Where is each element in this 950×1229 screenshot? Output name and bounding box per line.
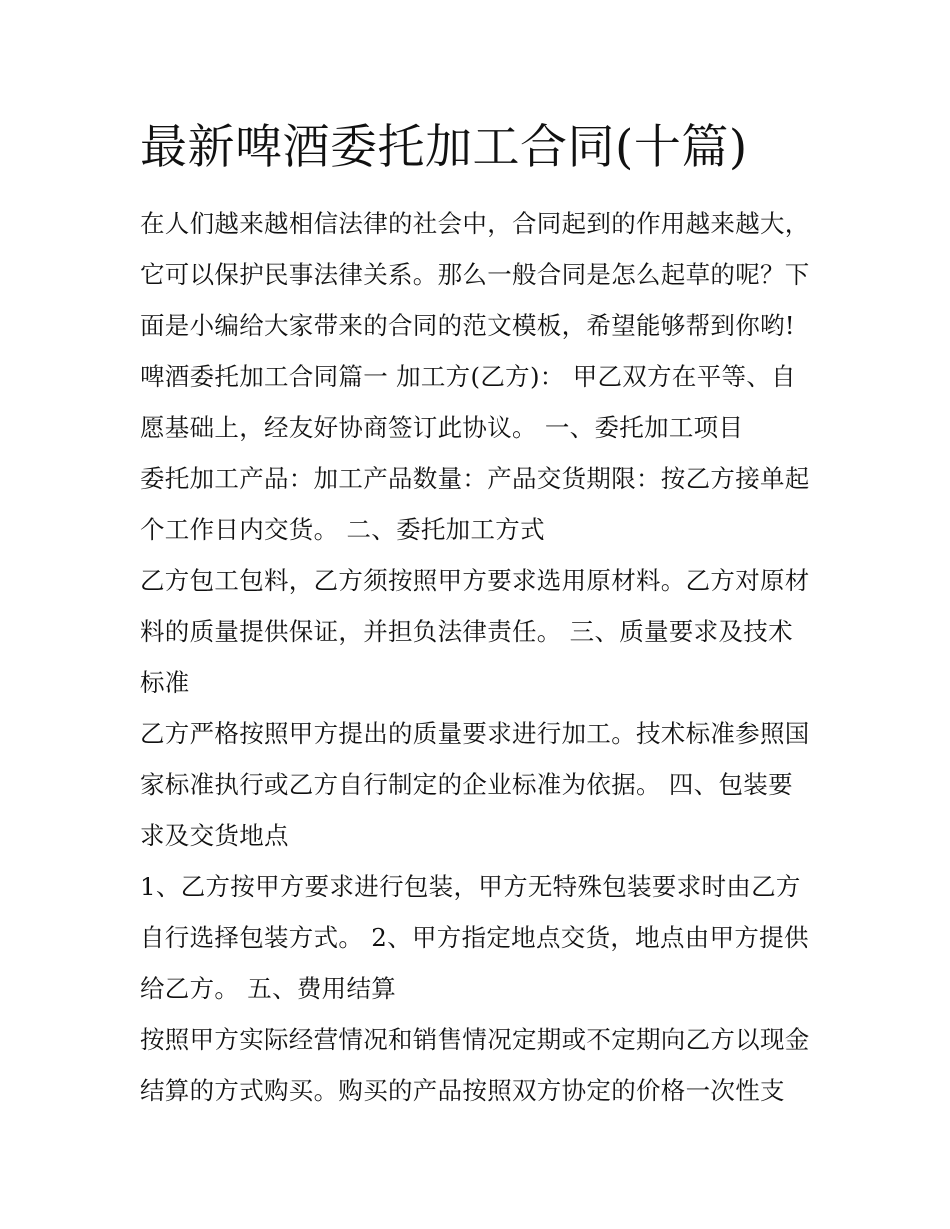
body-line: 个工作日内交货。 二、委托加工方式	[140, 515, 545, 544]
body-line: 给乙方。 五、费用结算	[140, 974, 397, 1003]
body-line: 标准	[140, 668, 190, 697]
document-title: 最新啤酒委托加工合同(十篇)	[140, 120, 748, 175]
body-line: 委托加工产品：加工产品数量：产品交货期限：按乙方接单起	[140, 464, 810, 493]
body-line: 求及交货地点	[140, 821, 289, 850]
body-line: 结算的方式购买。购买的产品按照双方协定的价格一次性支	[140, 1076, 785, 1105]
body-line: 面是小编给大家带来的合同的范文模板，希望能够帮到你哟!	[140, 311, 795, 340]
body-line: 自行选择包装方式。 2、甲方指定地点交货，地点由甲方提供	[140, 923, 809, 952]
body-line: 乙方包工包料，乙方须按照甲方要求选用原材料。乙方对原材	[140, 566, 810, 595]
body-line: 料的质量提供保证，并担负法律责任。 三、质量要求及技术	[140, 617, 793, 646]
body-line: 它可以保护民事法律关系。那么一般合同是怎么起草的呢？下	[140, 260, 810, 289]
document-body	[140, 198, 820, 1116]
body-line: 在人们越来越相信法律的社会中，合同起到的作用越来越大，	[140, 209, 810, 238]
body-line: 啤酒委托加工合同篇一 加工方(乙方)： 甲乙双方在平等、自	[140, 362, 796, 391]
body-line: 乙方严格按照甲方提出的质量要求进行加工。技术标准参照国	[140, 719, 810, 748]
body-line: 愿基础上，经友好协商签订此协议。 一、委托加工项目	[140, 413, 744, 442]
body-line: 1、乙方按甲方要求进行包装，甲方无特殊包装要求时由乙方	[140, 872, 801, 901]
body-line: 按照甲方实际经营情况和销售情况定期或不定期向乙方以现金	[140, 1025, 810, 1054]
body-line: 家标准执行或乙方自行制定的企业标准为依据。 四、包装要	[140, 770, 793, 799]
